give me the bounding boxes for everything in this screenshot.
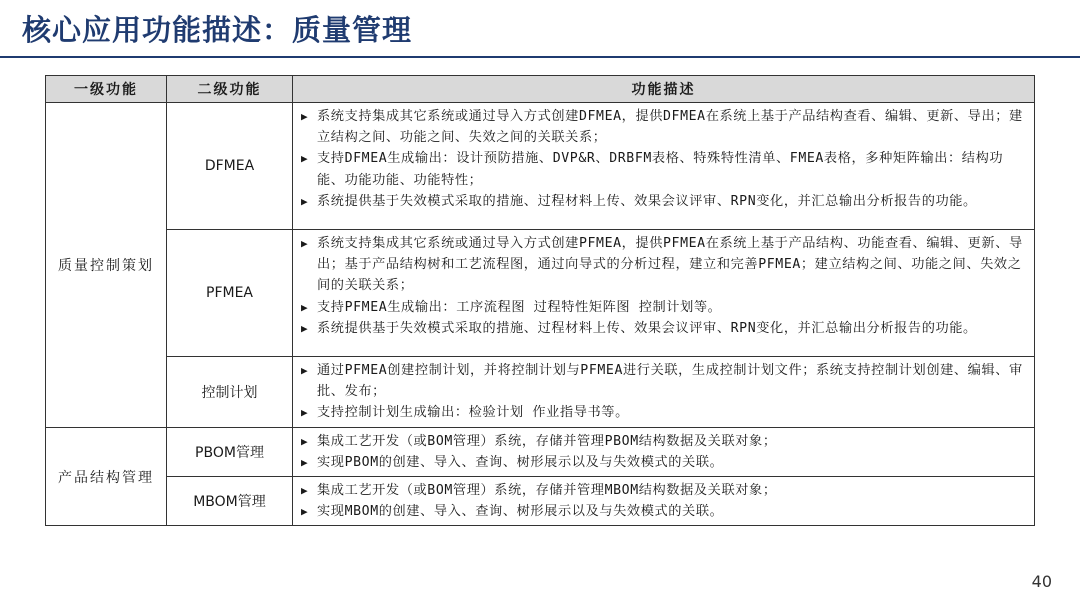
level2-cell-mbom: MBOM管理 bbox=[167, 477, 293, 526]
title-underline bbox=[0, 56, 1080, 58]
bullet-arrow-icon: ▶ bbox=[301, 300, 309, 314]
bullet-item bbox=[301, 191, 1028, 212]
bullet-arrow-icon: ▶ bbox=[301, 237, 309, 250]
bullet-item bbox=[301, 360, 1028, 402]
description-cell-dfmea bbox=[293, 103, 1035, 230]
bullet-arrow-icon: ▶ bbox=[301, 434, 309, 448]
bullet-item bbox=[301, 318, 1028, 339]
bullet-text: 实现MBOM的创建、导入、查询、树形展示以及与失效模式的关联。 bbox=[317, 504, 724, 520]
bullet-text: 集成工艺开发（或BOM管理）系统，存储并管理MBOM结构数据及关联对象； bbox=[317, 483, 777, 499]
bullet-item bbox=[301, 233, 1028, 297]
header-level2: 二级功能 bbox=[167, 76, 293, 103]
bullet-arrow-icon: ▶ bbox=[301, 505, 309, 519]
bullet-item bbox=[301, 501, 1028, 522]
bullet-arrow-icon: ▶ bbox=[301, 152, 309, 166]
bullet-arrow-icon: ▶ bbox=[301, 364, 309, 377]
slide-title: 核心应用功能描述：质量管理 bbox=[22, 13, 413, 47]
bullet-arrow-icon: ▶ bbox=[301, 484, 309, 498]
bullet-arrow-icon: ▶ bbox=[301, 455, 309, 469]
table-row-pfmea bbox=[46, 230, 1035, 357]
table-row-control-plan bbox=[46, 357, 1035, 428]
bullet-text: 实现PBOM的创建、导入、查询、树形展示以及与失效模式的关联。 bbox=[317, 454, 724, 470]
bullet-arrow-icon: ▶ bbox=[301, 110, 309, 123]
level1-cell-product-structure: 产品结构管理 bbox=[46, 427, 167, 526]
table-row-mbom bbox=[46, 477, 1035, 526]
bullet-text: 集成工艺开发（或BOM管理）系统，存储并管理PBOM结构数据及关联对象； bbox=[317, 433, 777, 449]
bullet-item bbox=[301, 297, 1028, 318]
description-cell-control-plan bbox=[293, 357, 1035, 428]
table-header-row bbox=[46, 76, 1035, 103]
level2-cell-control-plan: 控制计划 bbox=[167, 357, 293, 428]
bullet-text: 通过PFMEA创建控制计划，并将控制计划与PFMEA进行关联，生成控制计划文件；系统支持控制计划创建、编辑、审批、发布； bbox=[317, 363, 1023, 400]
bullet-arrow-icon: ▶ bbox=[301, 321, 309, 335]
table-row-dfmea bbox=[46, 103, 1035, 230]
bullet-text: 支持DFMEA生成输出：设计预防措施、DVP&R、DRBFM表格、特殊特性清单、FMEA表格，多种矩阵输出：结构功能、功能功能、功能特性； bbox=[317, 151, 1004, 188]
function-table bbox=[45, 75, 1035, 526]
level2-cell-pfmea: PFMEA bbox=[167, 230, 293, 357]
bullet-item bbox=[301, 480, 1028, 501]
bullet-text: 系统支持集成其它系统或通过导入方式创建DFMEA，提供DFMEA在系统上基于产品结构查看、编辑、更新、导出；建立结构之间、功能之间、失效之间的关联关系； bbox=[317, 109, 1023, 146]
level2-cell-dfmea: DFMEA bbox=[167, 103, 293, 230]
bullet-text: 支持PFMEA生成输出：工序流程图 过程特性矩阵图 控制计划等。 bbox=[317, 299, 722, 315]
bullet-item bbox=[301, 148, 1028, 190]
bullet-text: 系统支持集成其它系统或通过导入方式创建PFMEA，提供PFMEA在系统上基于产品结构、功能查看、编辑、更新、导出；基于产品结构树和工艺流程图，通过向导式的分析过程，建立和完善PFMEA；建立结构之间、功能之间、失效之间的关联关系； bbox=[317, 236, 1023, 294]
bullet-item bbox=[301, 106, 1028, 148]
page-number: 40 bbox=[1031, 572, 1052, 591]
bullet-arrow-icon: ▶ bbox=[301, 194, 309, 208]
bullet-item bbox=[301, 402, 1028, 423]
level2-cell-pbom: PBOM管理 bbox=[167, 427, 293, 476]
bullet-arrow-icon: ▶ bbox=[301, 406, 309, 420]
description-cell-mbom bbox=[293, 477, 1035, 526]
bullet-text: 系统提供基于失效模式采取的措施、过程材料上传、效果会议评审、RPN变化，并汇总输出分析报告的功能。 bbox=[317, 193, 977, 209]
bullet-item bbox=[301, 452, 1028, 473]
bullet-text: 系统提供基于失效模式采取的措施、过程材料上传、效果会议评审、RPN变化，并汇总输出分析报告的功能。 bbox=[317, 320, 977, 336]
description-cell-pfmea bbox=[293, 230, 1035, 357]
bullet-text: 支持控制计划生成输出：检验计划 作业指导书等。 bbox=[317, 405, 629, 421]
level1-cell-quality-planning: 质量控制策划 bbox=[46, 103, 167, 428]
header-level1: 一级功能 bbox=[46, 76, 167, 103]
table-row-pbom bbox=[46, 427, 1035, 476]
bullet-item bbox=[301, 431, 1028, 452]
description-cell-pbom bbox=[293, 427, 1035, 476]
header-description: 功能描述 bbox=[293, 76, 1035, 103]
